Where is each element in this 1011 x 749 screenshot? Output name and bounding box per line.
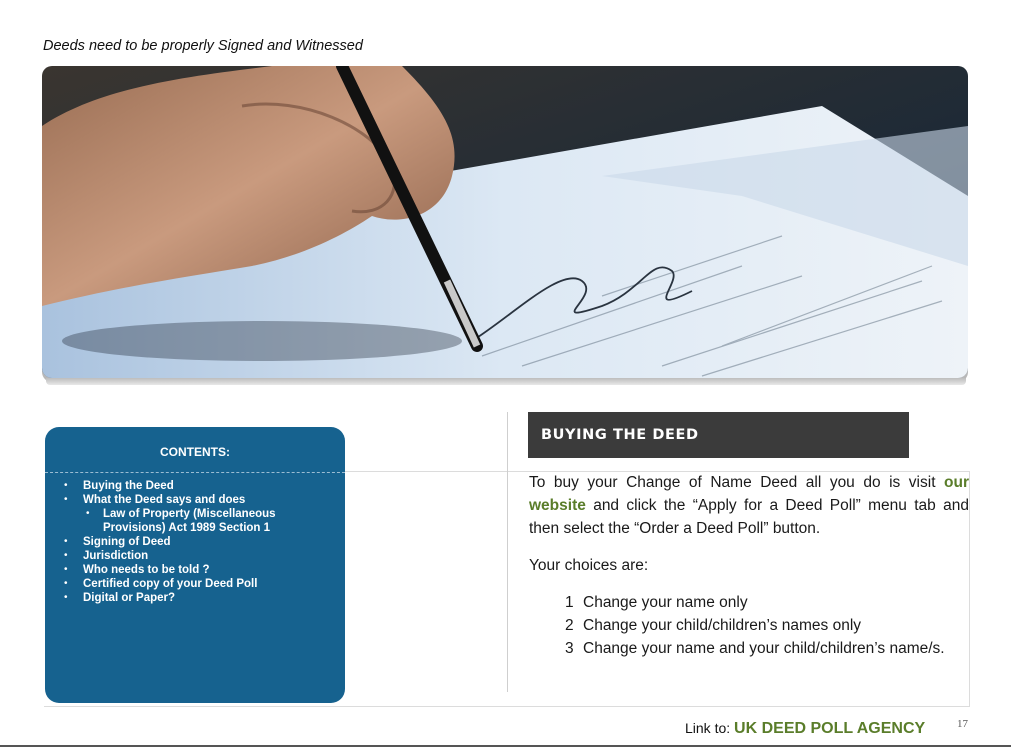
content-frame-right	[969, 471, 970, 707]
choice-number: 1	[565, 594, 574, 611]
choice-item	[565, 637, 969, 660]
contents-item-certified-copy[interactable]: • Certified copy of your Deed Poll	[83, 577, 345, 591]
contents-box	[45, 427, 345, 703]
intro-text-start: To buy your Change of Name Deed all you do is visit	[529, 474, 945, 491]
choice-text: Change your child/children’s names only	[583, 617, 862, 634]
choice-text: Change your name and your child/children’s name/s.	[583, 640, 945, 657]
contents-item-digital-or-paper[interactable]: • Digital or Paper?	[83, 591, 345, 605]
content-frame-bottom	[44, 706, 970, 707]
photo-shadow	[46, 378, 966, 385]
column-divider	[507, 412, 508, 692]
our-website-link[interactable]: our website	[529, 474, 969, 514]
section-heading: BUYING THE DEED	[528, 412, 909, 458]
contents-sublist	[83, 507, 345, 535]
contents-item-label: What the Deed says and does	[83, 494, 246, 506]
choice-item	[565, 614, 969, 637]
uk-deed-poll-agency-link[interactable]: UK DEED POLL AGENCY	[734, 720, 926, 737]
footer-link-prefix: Link to:	[685, 720, 735, 736]
intro-text-end: and click the “Apply for a Deed Poll” menu tab and then select the “Order a Deed Poll” button.	[529, 497, 969, 537]
contents-item-jurisdiction[interactable]: • Jurisdiction	[83, 549, 345, 563]
contents-item-signing-of-deed[interactable]: • Signing of Deed	[83, 535, 345, 549]
contents-item-who-needs-to-be-told[interactable]: • Who needs to be told ?	[83, 563, 345, 577]
choice-number: 2	[565, 617, 574, 634]
choices-list	[565, 591, 969, 660]
intro-paragraph	[529, 471, 969, 540]
contents-title: CONTENTS:	[45, 427, 345, 473]
section-body	[529, 471, 969, 660]
hand-signing-document-photo	[42, 66, 968, 378]
choices-intro: Your choices are:	[529, 557, 649, 574]
contents-list	[45, 479, 345, 605]
page-number: 17	[957, 718, 968, 730]
choice-item	[565, 591, 969, 614]
bottom-rule	[0, 745, 1011, 747]
choice-number: 3	[565, 640, 574, 657]
choice-text: Change your name only	[583, 594, 748, 611]
contents-item-what-the-deed-says[interactable]	[83, 493, 345, 535]
footer-link	[685, 720, 925, 738]
contents-subitem-line-1: Law of Property (Miscellaneous	[103, 508, 276, 520]
contents-subitem-law-of-property[interactable]	[103, 507, 345, 535]
image-caption: Deeds need to be properly Signed and Witnessed	[43, 38, 363, 54]
contents-item-buying-the-deed[interactable]: • Buying the Deed	[83, 479, 345, 493]
contents-subitem-line-2: Provisions) Act 1989 Section 1	[103, 522, 271, 534]
